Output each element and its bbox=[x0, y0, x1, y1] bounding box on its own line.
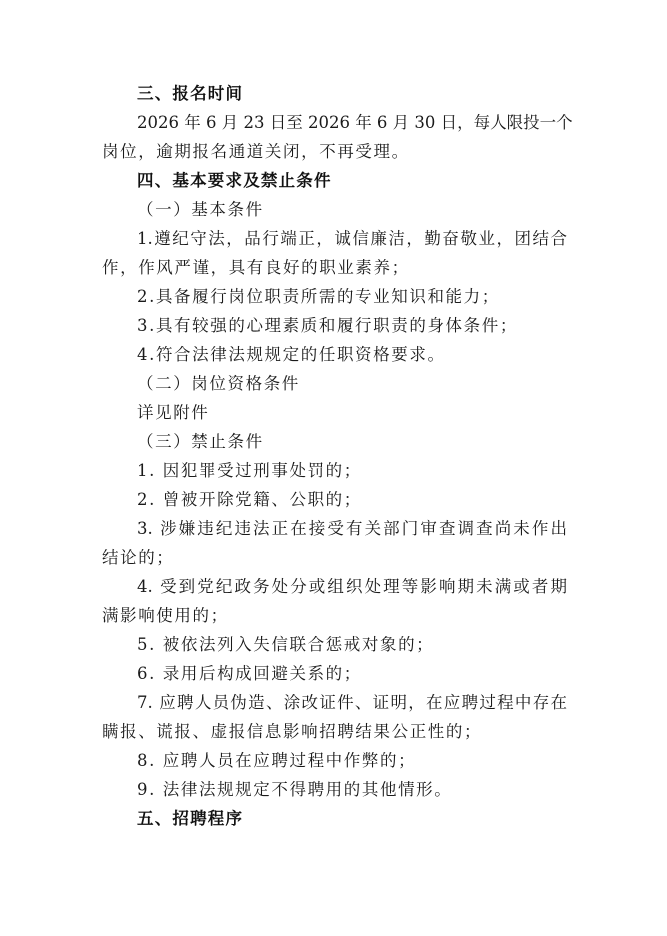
basic-item-1-line-1: 1.遵纪守法，品行端正，诚信廉洁，勤奋敬业，团结合 bbox=[137, 229, 567, 248]
prohibited-item-4-line-1: 4. 受到党纪政务处分或组织处理等影响期未满或者期 bbox=[137, 577, 567, 596]
section-3-paragraph-line-1: 2026 年 6 月 23 日至 2026 年 6 月 30 日，每人限投一个 bbox=[137, 113, 573, 132]
basic-item-2: 2.具备履行岗位职责所需的专业知识和能力； bbox=[137, 287, 500, 306]
basic-item-3: 3.具有较强的心理素质和履行职责的身体条件； bbox=[137, 316, 518, 335]
prohibited-item-4-line-2: 满影响使用的； bbox=[102, 606, 229, 625]
prohibited-item-9: 9. 法律法规规定不得聘用的其他情形。 bbox=[137, 780, 453, 799]
position-qualifications-text: 详见附件 bbox=[137, 403, 210, 422]
prohibited-item-7-line-1: 7. 应聘人员伪造、涂改证件、证明，在应聘过程中存在 bbox=[137, 693, 567, 712]
basic-conditions-subheading: （一）基本条件 bbox=[137, 200, 264, 219]
prohibited-item-2: 2. 曾被开除党籍、公职的； bbox=[137, 490, 362, 509]
prohibited-item-7-line-2: 瞒报、谎报、虚报信息影响招聘结果公正性的； bbox=[102, 722, 483, 741]
prohibited-item-3-line-1: 3. 涉嫌违纪违法正在接受有关部门审查调查尚未作出 bbox=[137, 519, 567, 538]
prohibited-item-3-line-2: 结论的； bbox=[102, 548, 175, 567]
section-5-heading: 五、招聘程序 bbox=[137, 809, 244, 828]
prohibited-conditions-subheading: （三）禁止条件 bbox=[137, 432, 264, 451]
prohibited-item-1: 1. 因犯罪受过刑事处罚的； bbox=[137, 461, 362, 480]
basic-item-4: 4.符合法律法规规定的任职资格要求。 bbox=[137, 345, 446, 364]
prohibited-item-6: 6. 录用后构成回避关系的； bbox=[137, 664, 362, 683]
section-3-paragraph-line-2: 岗位，逾期报名通道关闭，不再受理。 bbox=[102, 142, 410, 161]
position-qualifications-subheading: （二）岗位资格条件 bbox=[137, 374, 300, 393]
prohibited-item-8: 8. 应聘人员在应聘过程中作弊的； bbox=[137, 751, 417, 770]
prohibited-item-5: 5. 被依法列入失信联合惩戒对象的； bbox=[137, 635, 435, 654]
section-4-heading: 四、基本要求及禁止条件 bbox=[137, 171, 332, 190]
section-3-heading: 三、报名时间 bbox=[137, 84, 244, 103]
basic-item-1-line-2: 作，作风严谨，具有良好的职业素养； bbox=[102, 258, 410, 277]
